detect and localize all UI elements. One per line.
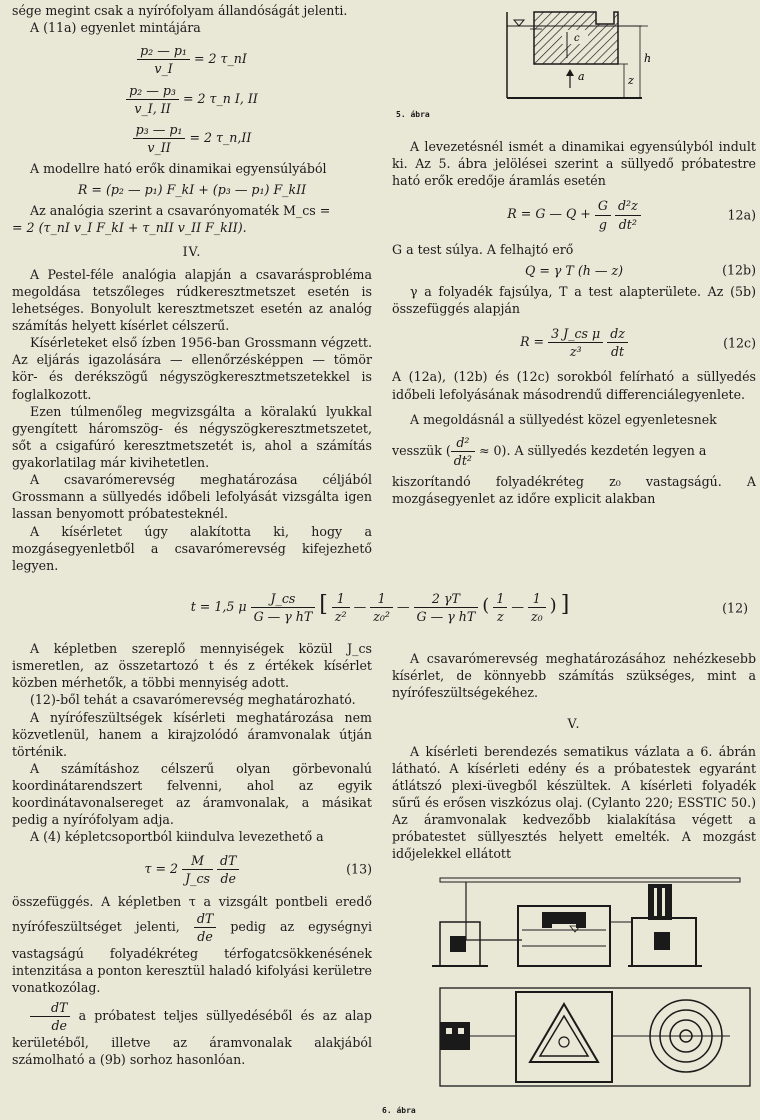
left-column xyxy=(12,2,372,574)
paragraph: G a test súlya. A felhajtó erő xyxy=(392,241,574,257)
equation-12a: R = G — Q + $\frac{G}{g}$ $\frac{\text{d²z}}{\text{dt²}}$ 12a) xyxy=(507,198,756,232)
left-column-bottom xyxy=(12,640,372,1068)
equation-12b: Q = γ T (h — z) (12b) xyxy=(525,262,756,278)
figure-5-caption: 5. ábra xyxy=(396,110,430,119)
equation-12: t = 1,5 μ $\frac{J\_cs}{\text{G — γ hT}}$ [ $\frac{1}{\text{z²}}$ — $\frac{1}{\text{z₀²}}$ — $\frac{2 \gamma T}{\text{G — γ hT}}$ ( $\frac{1}{z}$ — $\frac{1}{\text{z₀}}$ ) ] (12) xyxy=(190,591,748,625)
equation-12c: R = $\frac{\text{3 J\_cs μ}}{\text{z³}}$ $\frac{dz}{dt}$ (12c) xyxy=(520,326,756,360)
equation-number: 12a) xyxy=(727,207,756,223)
section-heading: V. xyxy=(567,716,581,732)
equation-13: τ = 2 $\frac{M}{J\_cs}$ $\frac{dT}{de}$ (13) xyxy=(144,852,372,886)
paragraph: Ezen túlmenőleg megvizsgálta a köralakú lyukkal gyengített háromszög- és négyszögkeresztmetszetet, sőt a csigafúró keresztmetszetét is, ahol a számítás gyakorlatilag már kivihetetlen. xyxy=(12,403,372,470)
figure-6-diagram xyxy=(392,870,756,1104)
fig5-label-h: h xyxy=(644,52,652,65)
equation: R = (p₂ — p₁) F_kI + (p₃ — p₁) F_kII xyxy=(77,182,307,198)
equation-number: (12c) xyxy=(723,335,756,351)
paragraph: sége megint csak a nyírófolyam állandóságát jelenti. xyxy=(12,3,348,18)
paragraph: γ a folyadék fajsúlya, T a test alapterülete. Az (5b) összefüggés alapján xyxy=(392,283,756,316)
equation: $\frac{\text{p₂ — p₃}}{v\_I, II}$ = 2 τ_n I, II xyxy=(12,82,372,117)
paragraph: (12)-ből tehát a csavarómerevség meghatározható. xyxy=(30,692,356,708)
equation-number: (13) xyxy=(346,861,372,877)
right-column xyxy=(392,2,756,507)
paragraph: A kísérletet úgy alakította ki, hogy a mozgásegyenletből a csavarómerevség kifejezhető legyen. xyxy=(12,523,372,573)
figure-6 xyxy=(382,870,756,1120)
paragraph: összefüggés. A képletben τ a vizsgált pontbeli eredő nyírófeszültséget jelenti, $\frac{dT}{de}$ pedig az egységnyi vastagságú folyadékréteg térfogatcsökkenésének intenzitása a ponton keresztül haladó kifolyási kerületre vonatkozólag. xyxy=(12,893,372,996)
paragraph: A csavarómerevség meghatározása céljából Grossmann a süllyedés időbeli lefolyását vizsgálta igen lassan benyomott próbatesteknél. xyxy=(12,472,372,522)
paragraph: A levezetésnél ismét a dinamikai egyensúlyból indult ki. Az 5. ábra jelölései szerint a süllyedő próbatestre ható erők eredője áramlás esetén xyxy=(392,139,756,189)
paragraph: A modellre ható erők dinamikai egyensúlyából xyxy=(30,161,327,176)
paragraph: $\frac{dT}{de}$ a próbatest teljes süllyedéséből és az alap kerületéből, illetve az áramvonalak alakjából számolható a (9b) sorhoz hasonlóan. xyxy=(12,999,372,1067)
paragraph: A számításhoz célszerű olyan görbevonalú koordinátarendszert felvenni, ahol az egyik koordinátavonalsereget az áramvonalak, a másikat pedig a nyírófolyam adja. xyxy=(12,760,372,828)
paragraph: A csavarómerevség meghatározásához nehézkesebb kísérlet, de könnyebb számítás szükséges, mint a nyírófeszültségekéhez. xyxy=(392,651,756,701)
section-heading: IV. xyxy=(182,243,202,259)
right-column-bottom xyxy=(382,640,756,1120)
paragraph: kiszorítandó folyadékréteg z₀ vastagságú. A mozgásegyenlet az időre explicit alakban xyxy=(392,474,756,507)
paragraph: A nyírófeszültségek kísérleti meghatározása nem közvetlenül, hanem a kirajzolódó áramvonalak útján történik. xyxy=(12,709,372,759)
paragraph: Kísérleteket első ízben 1956-ban Grossmann végzett. Az eljárás igazolására — ellenőrzésképpen — tömör kör- és derékszögű négyszögkeresztmetszetekkel is foglalkozott. xyxy=(12,335,372,402)
figure-5 xyxy=(392,2,756,124)
paragraph: A képletben szereplő mennyiségek közül J_cs ismeretlen, az összetartozó t és z értékek kísérlet közben mérhetők, a többi mennyiség adott. xyxy=(12,641,372,691)
paragraph: vesszük ( $\frac{\text{d²}}{\text{dt²}}$ ≈ 0). A süllyedés kezdetén legyen a xyxy=(392,434,707,468)
figure-5-diagram xyxy=(392,2,756,106)
paragraph: A (4) képletcsoportból kiindulva levezethető a xyxy=(30,829,324,845)
fig5-label-c: c xyxy=(574,33,580,44)
fig5-label-z: z xyxy=(628,74,634,87)
equation-number: (12) xyxy=(722,600,748,616)
equation-number: (12b) xyxy=(722,262,756,278)
equation: = 2 (τ_nI v_I F_kI + τ_nII v_II F_kII). xyxy=(12,220,247,236)
paragraph: A kísérleti berendezés sematikus vázlata a 6. ábrán látható. A kísérleti edény és a próbatestek egyaránt átlátszó plexi-üvegből készültek. A kísérleti folyadék sűrű és erősen viszkózus olaj. (Cylanto 220; ESSTIC 50.) Az áramvonalak kedvezőbb kialakítása végett a próbatestet süllyesztés helyett emelték. A mozgást időjelekkel ellátott xyxy=(392,743,756,862)
paragraph: A megoldásnál a süllyedést közel egyenletesnek xyxy=(410,411,717,427)
equation: $\frac{\text{p₃ — p₁}}{v\_II}$ = 2 τ_n,II xyxy=(12,121,372,156)
figure-6-caption: 6. ábra xyxy=(382,1106,416,1116)
paragraph: A Pestel-féle analógia alapján a csavarásprobléma megoldása tetszőleges rúdkeresztmetszet esetén is lehetséges. Bonyolult keresztmetszet esetén az analóg számítás helyett kísérlet célszerű. xyxy=(12,266,372,333)
fig5-label-a: a xyxy=(578,70,585,83)
paragraph: A (12a), (12b) és (12c) sorokból felírható a süllyedés időbeli lefolyásának másodrendű differenciálegyenlete. xyxy=(392,369,756,402)
paragraph: Az analógia szerint a csavarónyomaték M_cs = xyxy=(30,203,331,219)
equation: $\frac{\text{p₂ — p₁}}{v\_I}$ = 2 τ_nI xyxy=(12,42,372,77)
paragraph: A (11a) egyenlet mintájára xyxy=(30,20,201,36)
